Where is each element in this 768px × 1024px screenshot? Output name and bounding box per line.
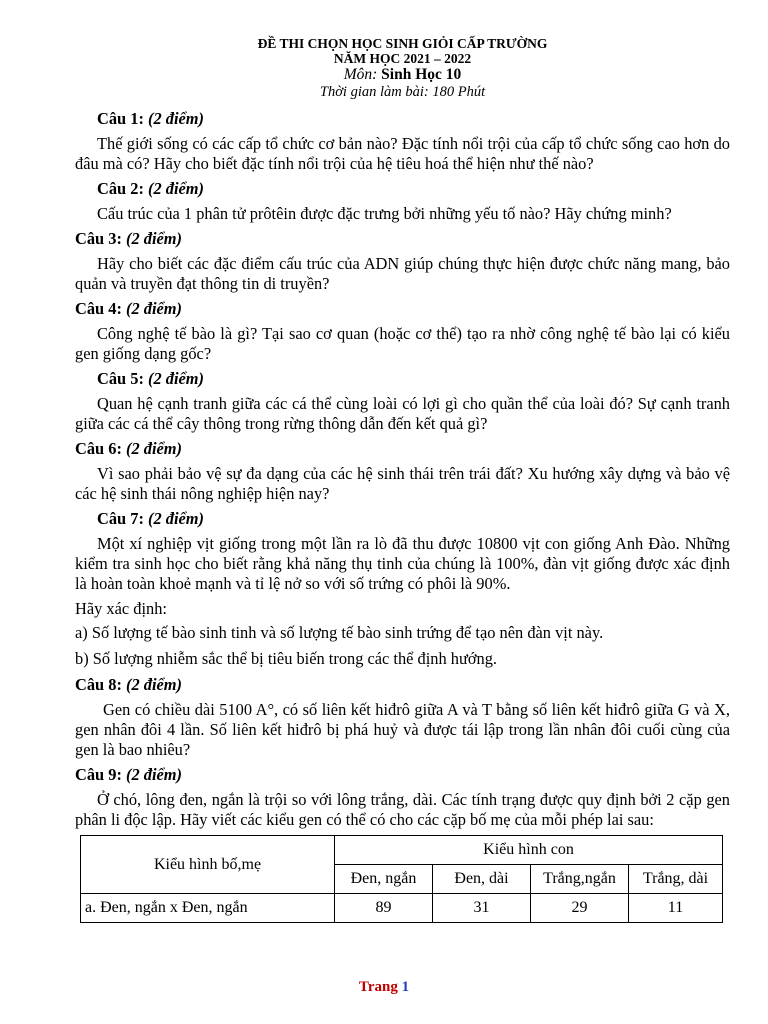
- table-subheader: Trắng,ngắn: [531, 865, 629, 894]
- question-text: Ở chó, lông đen, ngắn là trội so với lông trắng, dài. Các tính trạng được quy định bởi 2 cặp gen phân li độc lập. Hãy viết các kiểu gen có thể có cho các cặp bố mẹ của mỗi phép lai sau:: [75, 790, 730, 829]
- question-text: Vì sao phải bảo vệ sự đa dạng của các hệ sinh thái trên trái đất? Xu hướng xây dựng và bảo vệ các hệ sinh thái nông nghiệp hiện nay?: [75, 464, 730, 503]
- sub-question: b) Số lượng nhiễm sắc thể bị tiêu biến trong các thể định hướng.: [75, 649, 498, 668]
- exam-title: ĐỀ THI CHỌN HỌC SINH GIỎI CẤP TRƯỜNG: [257, 36, 548, 51]
- question-text: Thế giới sống có các cấp tổ chức cơ bản nào? Đặc tính nổi trội của cấp tổ chức sống cao hơn do đâu mà có? Hãy cho biết đặc tính nổi trội của hệ tiêu hoá thể hiện như thế nào?: [75, 134, 730, 173]
- page-label: Trang: [358, 979, 398, 995]
- question-title: Câu 9: (2 điểm): [75, 765, 182, 784]
- question-text: Quan hệ cạnh tranh giữa các cá thể cùng loài có lợi gì cho quần thể của loài đó? Sự cạnh tranh giữa các cá thể cây thông trong rừng thông dẫn đến kết quả gì?: [75, 394, 730, 433]
- exam-header: [75, 36, 730, 101]
- question-text: Cấu trúc của 1 phân tử prôtêin được đặc trưng bởi những yếu tố nào? Hãy chứng minh?: [97, 204, 672, 223]
- cross-table: [80, 835, 723, 923]
- table-cell: 89: [335, 894, 433, 923]
- question-title: Câu 8: (2 điểm): [75, 675, 182, 694]
- school-year: NĂM HỌC 2021 – 2022: [333, 51, 472, 66]
- question-title: Câu 1: (2 điểm): [97, 109, 204, 128]
- subject-name: Sinh Học 10: [381, 66, 462, 83]
- sub-question: a) Số lượng tế bào sinh tinh và số lượng tế bào sinh trứng để tạo nên đàn vịt này.: [75, 623, 604, 642]
- table-cell-cross: a. Đen, ngắn x Đen, ngắn: [81, 894, 335, 923]
- exam-page: [75, 36, 730, 923]
- subject-line: [75, 66, 730, 84]
- page-footer: [0, 979, 768, 996]
- question-title: Câu 3: (2 điểm): [75, 229, 182, 248]
- subject-label: Môn:: [343, 66, 378, 83]
- table-cell: 29: [531, 894, 629, 923]
- question-title: Câu 6: (2 điểm): [75, 439, 182, 458]
- question-text: Công nghệ tế bào là gì? Tại sao cơ quan (hoặc cơ thể) tạo ra nhờ công nghệ tế bào lại có kiểu gen giống dạng gốc?: [75, 324, 730, 363]
- page-number: 1: [401, 979, 410, 995]
- question-text: Một xí nghiệp vịt giống trong một lần ra lò đã thu được 10800 vịt con giống Anh Đào. Những kiểm tra sinh học cho biết rằng khả năng thụ tinh của chúng là 100%, đàn vịt giống được xác định là hoàn toàn khoẻ mạnh và tỉ lệ nở so với số trứng có phôi là 90%.: [75, 534, 730, 593]
- question-title: Câu 2: (2 điểm): [97, 179, 204, 198]
- table-subheader: Đen, dài: [433, 865, 531, 894]
- question-title: Câu 7: (2 điểm): [97, 509, 204, 528]
- question-text: Hãy cho biết các đặc điểm cấu trúc của ADN giúp chúng thực hiện được chức năng mang, bảo quản và truyền đạt thông tin di truyền?: [75, 254, 730, 293]
- question-prompt: Hãy xác định:: [75, 599, 167, 618]
- table-header-offspring: Kiểu hình con: [335, 836, 723, 865]
- table-row: [81, 894, 723, 923]
- question-text: Gen có chiều dài 5100 A°, có số liên kết hiđrô giữa A và T bằng số liên kết hiđrô giữa G và X, gen nhân đôi 4 lần. Số liên kết hiđrô bị phá huỷ và được tái lập trong lần nhân đôi cuối cùng của gen là bao nhiêu?: [75, 700, 730, 759]
- table-cell: 11: [629, 894, 723, 923]
- table-subheader: Đen, ngắn: [335, 865, 433, 894]
- question-title: Câu 4: (2 điểm): [75, 299, 182, 318]
- table-subheader: Trắng, dài: [629, 865, 723, 894]
- table-header-parents: Kiểu hình bố,mẹ: [81, 836, 335, 894]
- question-title: Câu 5: (2 điểm): [97, 369, 204, 388]
- table-cell: 31: [433, 894, 531, 923]
- time-limit: Thời gian làm bài: 180 Phút: [319, 84, 486, 100]
